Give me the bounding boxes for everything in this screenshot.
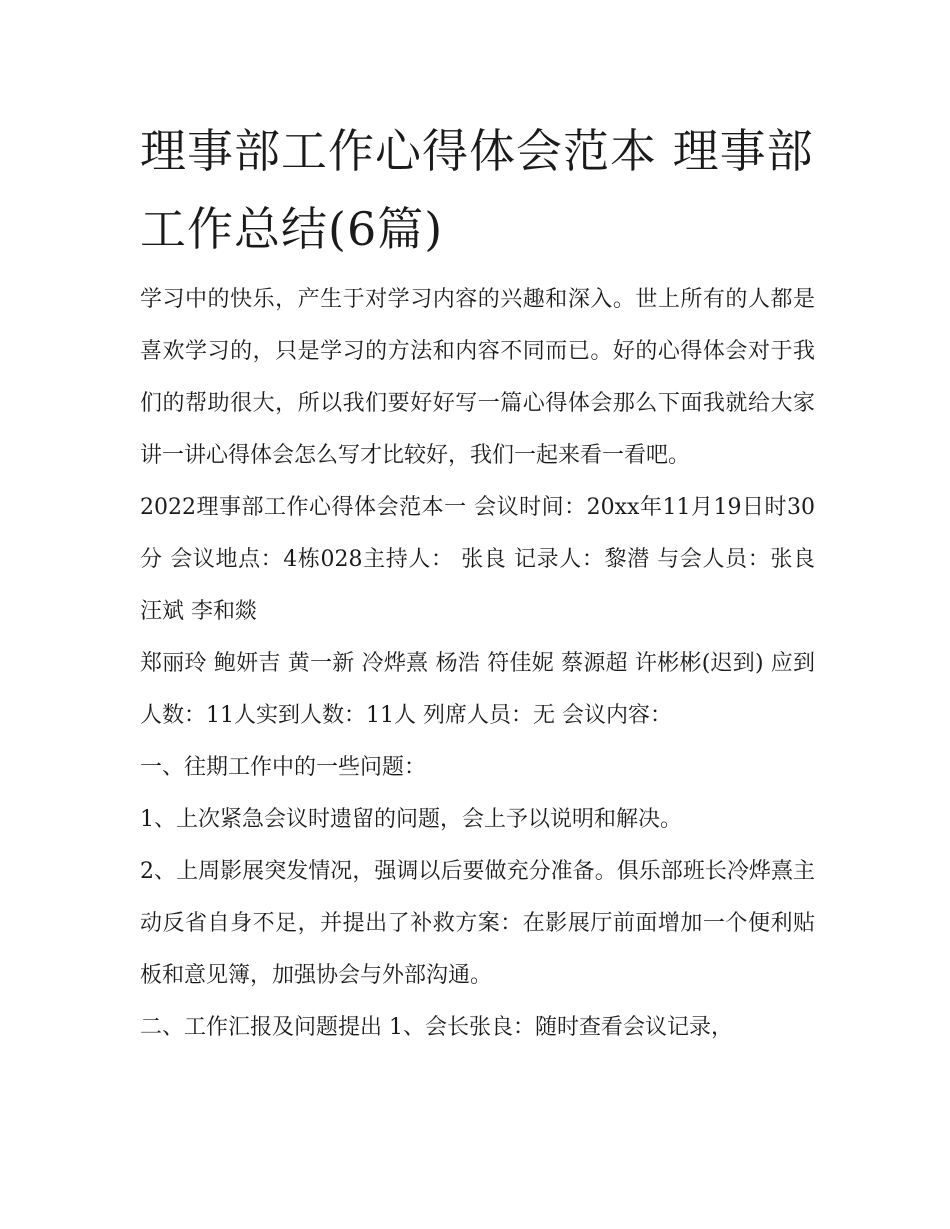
paragraph-item-two: 2、上周影展突发情况，强调以后要做充分准备。俱乐部班长冷烨熹主动反省自身不足，并提出了补救方案：在影展厅前面增加一个便利贴板和意见簿，加强协会与外部沟通。 [140, 859, 815, 988]
document-title: 理事部工作心得体会范本 理事部工作总结(6篇) [140, 124, 814, 256]
paragraph-intro: 学习中的快乐，产生于对学习内容的兴趣和深入。世上所有的人都是喜欢学习的，只是学习的方法和内容不同而已。好的心得体会对于我们的帮助很大，所以我们要好好写一篇心得体会那么下面我就给大家讲一讲心得体会怎么写才比较好，我们一起来看一看吧。 [140, 287, 815, 468]
paragraph-attendees: 郑丽玲 鲍妍吉 黄一新 冷烨熹 杨浩 符佳妮 蔡源超 许彬彬(迟到) 应到人数：11人实到人数：11人 列席人员：无 会议内容： [140, 651, 815, 728]
document-page [140, 112, 815, 1054]
paragraph-section-two: 二、工作汇报及问题提出 1、会长张良：随时查看会议记录， [140, 1015, 733, 1040]
paragraph-meeting-info: 2022理事部工作心得体会范本一 会议时间：20xx年11月19日时30分 会议地点：4栋028主持人： 张良 记录人：黎潜 与会人员：张良 汪斌 李和燚 [140, 495, 815, 624]
paragraph-item-one: 1、上次紧急会议时遗留的问题，会上予以说明和解决。 [140, 807, 682, 832]
paragraph-section-one-heading: 一、往期工作中的一些问题： [140, 755, 427, 780]
